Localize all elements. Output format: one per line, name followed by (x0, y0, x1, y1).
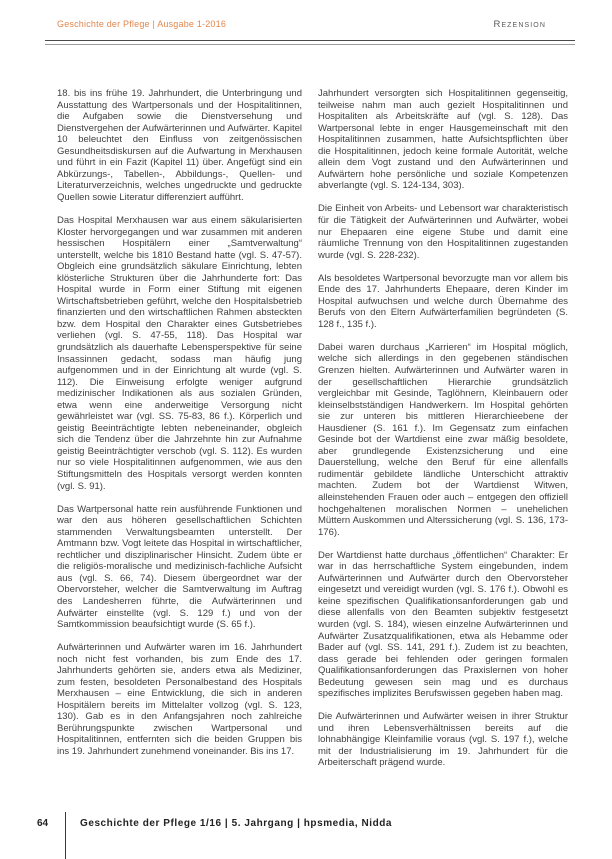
text-column-right (318, 88, 568, 781)
footer-divider-bar (65, 812, 66, 859)
text-column-left (57, 88, 302, 781)
header-double-rule (45, 40, 575, 45)
paragraph: Dabei waren durchaus „Karrieren“ im Hospital möglich, welche sich allerdings in den gegebenen ständischen Grenzen hielten. Aufwärterinnen und Aufwärter waren in der gesellschaftlichen Hierarchie grundsätzlich vergleichbar mit Gesinde, Taglöhnern, Kleinbauern oder kleinselbstständigen Handwerkern. Im Hospital gehörten sie zur unteren bis mittleren Hierarchieebene der Hausdiener (S. 161 f.). Im Gegensatz zum einfachen Gesinde bot der Wartdienst eine zwar mäßig besoldete, aber grundlegende Existenzsicherung und eine Dauerstellung, welche den Beruf für eine allenfalls rudimentär gebildete ländliche Unterschicht attraktiv machten. Zudem bot der Wartdienst Witwen, alleinstehenden Frauen oder auch – entgegen den offiziell hochgehaltenen moralischen Normen – unehelichen Müttern Auskommen und Alterssicherung (vgl. S. 136, 173-176). (318, 341, 568, 538)
article-body (57, 88, 568, 781)
paragraph: Das Hospital Merxhausen war aus einem säkularisierten Kloster hervorgegangen und war zusammen mit anderen hessischen Hospitälern einer „Samtverwaltung“ unterstellt, welche bis 1810 Bestand hatte (vgl. S. 47-57). Obgleich eine grundsätzlich säkulare Einrichtung, lebten klösterliche Strukturen über die Jahrhunderte fort: Das Hospital wurde in Form einer Stiftung mit eigenen Wirtschaftsbetrieben geführt, welche den Hospitalsbetrieb finanzierten und den wirtschaftlichen Rahmen absteckten bzw. dem Hospital den Charakter eines Gutsbetriebes verliehen (vgl. S. 47-55, 118). Das Hospital war grundsätzlich als dauerhafte Lebensperspektive für seine Insassinnen gedacht, sodass man häufig jung aufgenommen und in der Einrichtung alt wurde (vgl. S. 112). Die Einweisung erfolgte weniger aufgrund medizinischer Indikationen als aus sozialen Gründen, etwa wenn eine anderweitige Versorgung nicht gewährleistet war (vgl. SS. 75-83, 86 f.). Körperlich und geistig Beeinträchtigte lebten nebeneinander, obgleich sich die Tendenz über die Jahrzehnte hin zur Aufnahme geistig Beeinträchtigter verschob (vgl. S. 112). Es wurden nur so viele Hospitalitinnen aufgenommen, wie aus den Stiftungsmitteln des Hospitals versorgt werden konnten (vgl. S. 91). (57, 214, 302, 492)
footer-page-number: 64 (37, 818, 49, 829)
page-header (57, 19, 575, 30)
paragraph: Die Aufwärterinnen und Aufwärter weisen in ihrer Struktur und ihren Lebensverhältnissen bereits auf die lohnabhängige Kleinfamilie voraus (vgl. S. 197 f.), welche mit der Industrialisierung im 19. Jahrhundert für die Arbeiterschaft prägend wurde. (318, 711, 568, 769)
paragraph: Die Einheit von Arbeits- und Lebensort war charakteristisch für die Tätigkeit der Aufwärterinnen und Aufwärter, wobei nur Ehepaaren eine eigene Stube und damit eine räumliche Trennung von den Hospitalitinnen zugestanden wurde (vgl. S. 228-232). (318, 203, 568, 261)
page-footer (0, 812, 612, 859)
paragraph: 18. bis ins frühe 19. Jahrhundert, die Unterbringung und Ausstattung des Wartpersonals und der Hospitalitinnen, die Aufgaben sowie die Dienstversehung und Dienstvergehen der Aufwärterinnen und Aufwärter. Kapitel 10 beleuchtet den Einfluss von zeitgenössischen Gesundheitsdiskursen auf die Aufwartung in Merxhausen und führt in ein Fazit (Kapitel 11) über. Angefügt sind ein Abkürzungs-, Tabellen-, Abbildungs-, Quellen- und Literaturverzeichnis, welches ungedruckte und gedruckte Quellen sowie Literatur differenziert aufführt. (57, 88, 302, 203)
paragraph: Der Wartdienst hatte durchaus „öffentlichen“ Charakter: Er war in das herrschaftliche System eingebunden, indem Aufwärterinnen und Aufwärter durch den Obervorsteher eingesetzt und vereidigt wurden (vgl. S. 176 f.). Obwohl es keine spezifischen Qualifikationsanforderungen gab und diese allenfalls von den Beamten subjektiv festgesetzt wurden (vgl. S. 184), wiesen einzelne Aufwärterinnen und Aufwärter Zusatzqualifikationen, etwa als Hebamme oder Bader auf (vgl. SS. 141, 291 f.). Zudem ist zu beachten, dass gerade bei fehlenden oder geringen formalen Qualifikationsanforderungen das Praxislernen von hoher Bedeutung gewesen sein mag und es durchaus spezifisches implizites Berufswissen gegeben haben mag. (318, 549, 568, 700)
paragraph: Als besoldetes Wartpersonal bevorzugte man vor allem bis Ende des 17. Jahrhunderts Ehepaare, deren Kinder im Hospital aufwuchsen und welche durch Übernahme des Berufs von den Eltern Aufwärterfamilien begründeten (S. 128 f., 135 f.). (318, 272, 568, 330)
header-journal-line: Geschichte der Pflege | Ausgabe 1-2016 (57, 19, 227, 29)
header-section-label: Rezension (493, 19, 546, 30)
paragraph: Jahrhundert versorgten sich Hospitalitinnen gegenseitig, teilweise nahm man auch gezielt Hospitalitinnen und Hospitaliten als Arbeitskräfte auf (vgl. S. 128). Das Wartpersonal lebte in enger Hausgemeinschaft mit den Hospitalitinnen zusammen, hatte Aufsichtspflichten über die Hospitalitinnen, jedoch keine formale Autorität, welche allein dem Vogt zustand und den Aufwärterinnen und Aufwärtern hohe persönliche und soziale Kompetenzen abverlangte (vgl. S. 124-134, 303). (318, 88, 568, 192)
footer-journal-info: Geschichte der Pflege 1/16 | 5. Jahrgang | hpsmedia, Nidda (80, 818, 393, 829)
paragraph: Das Wartpersonal hatte rein ausführende Funktionen und war den aus höheren gesellschaftlichen Schichten stammenden Verwaltungsbeamten unterstellt. Der Amtmann bzw. Vogt leitete das Hospital in wirtschaftlicher, rechtlicher und disziplinarischer Hinsicht. Zudem übte er die religiös-moralische und medizinisch-fachliche Aufsicht aus (vgl. S. 66, 74). Diesem übergeordnet war der Obervorsteher, welcher die Samtverwaltung im Auftrag des Landesherren führte, die Aufwärterinnen und Aufwärter einstellte (vgl. S. 129 f.) und von der Samtkommission beaufsichtigt wurde (S. 65 f.). (57, 503, 302, 631)
paragraph: Aufwärterinnen und Aufwärter waren im 16. Jahrhundert noch nicht fest vorhanden, bis zum Ende des 17. Jahrhunderts gehörten sie, anders etwa als Mediziner, zum festen, besoldeten Personalbestand des Hospitals Merxhausen – eine Entwicklung, die sich in anderen Hospitälern bereits im Mittelalter vollzog (vgl. S. 123, 130). Gab es in den Anfangsjahren noch zahlreiche Berührungspunkte zwischen Wartpersonal und Hospitalitinnen, entfernten sich die beiden Gruppen bis ins 19. Jahrhundert zunehmend voneinander. Bis ins 17. (57, 642, 302, 758)
